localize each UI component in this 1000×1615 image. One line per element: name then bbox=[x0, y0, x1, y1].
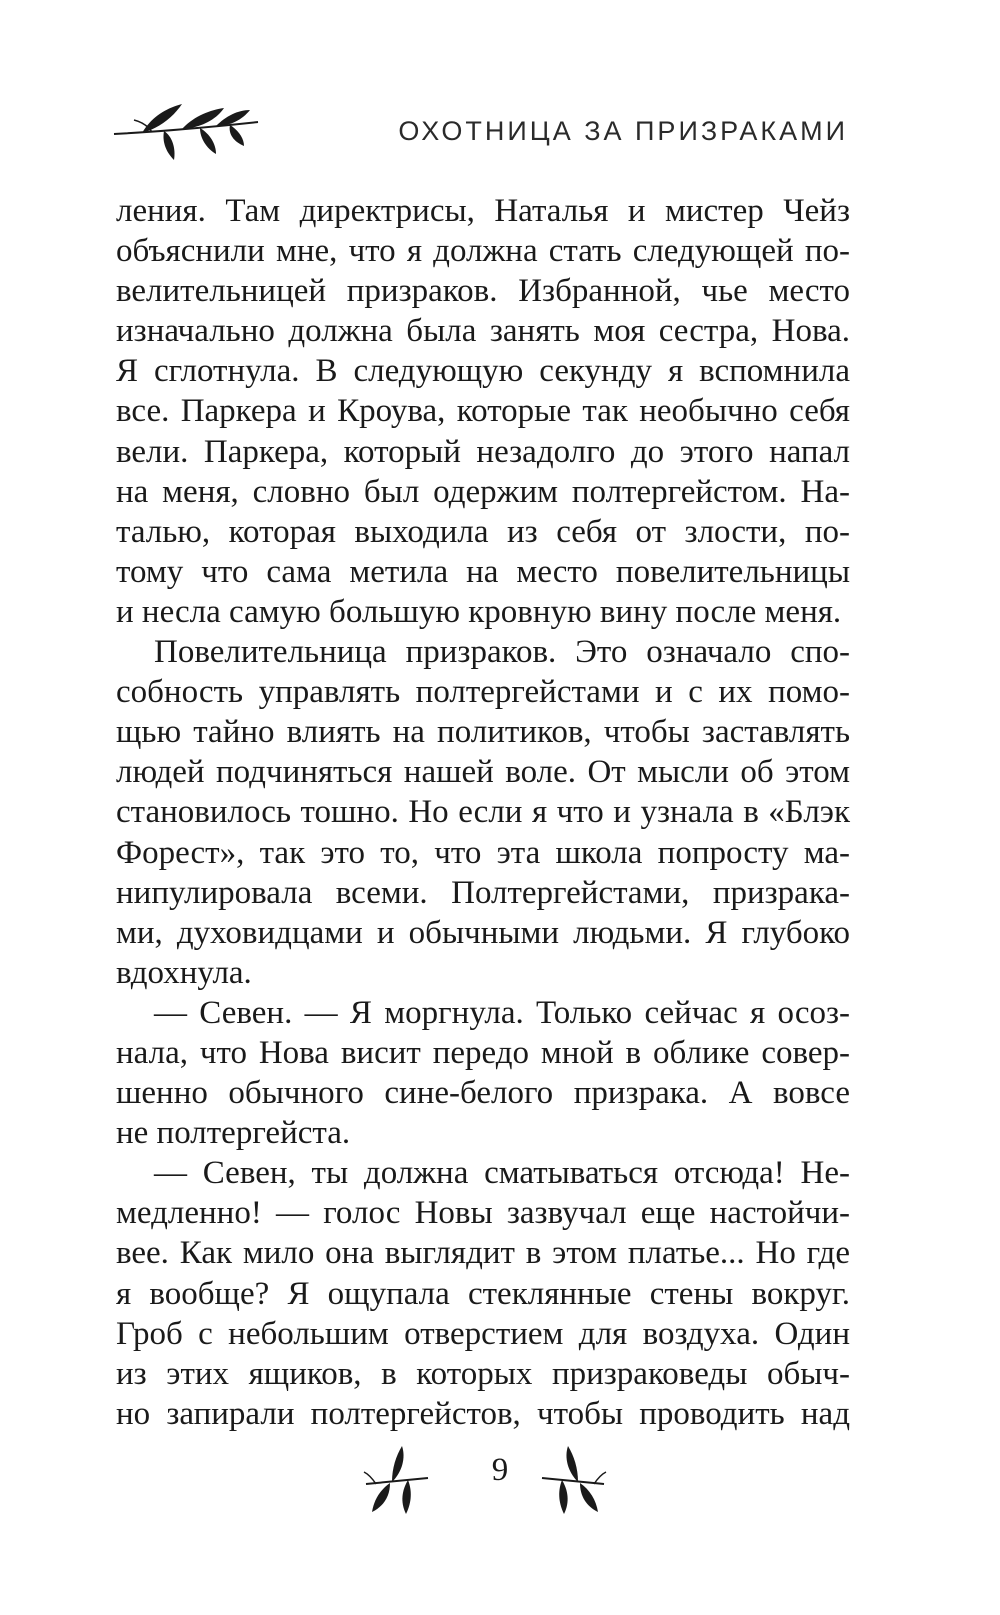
text-line: тому что сама метила на место повелительницы bbox=[116, 553, 850, 590]
book-title: ОХОТНИЦА ЗА ПРИЗРАКАМИ bbox=[398, 116, 848, 146]
text-line: шенно обычного сине-белого призрака. А вовсе bbox=[116, 1075, 850, 1112]
text-line: я вообще? Я ощупала стеклянные стены вокруг. bbox=[116, 1275, 850, 1312]
text-line: вдохнула. bbox=[116, 954, 252, 991]
page-number: 9 bbox=[491, 1452, 509, 1488]
leafy-branch-icon bbox=[112, 98, 262, 164]
text-line: медленно! — голос Новы зазвучал еще настойчи- bbox=[116, 1195, 850, 1232]
text-line: велительницей призраков. Избранной, чье место bbox=[116, 273, 850, 310]
text-line: все. Паркера и Кроува, которые так необычно себя bbox=[116, 393, 850, 430]
folio bbox=[0, 1440, 1000, 1520]
text-line: не полтергейста. bbox=[116, 1115, 351, 1152]
text-line: Повелительница призраков. Это означало спо- bbox=[154, 634, 850, 671]
leafy-branch-icon bbox=[538, 1440, 608, 1520]
text-line: — Севен. — Я моргнула. Только сейчас я осоз- bbox=[154, 994, 850, 1031]
text-line: вели. Паркера, который незадолго до этого напал bbox=[116, 433, 850, 470]
text-line: объяснили мне, что я должна стать следующей по- bbox=[116, 233, 850, 270]
text-line: Форест», так это то, что эта школа попросту ма- bbox=[116, 834, 850, 871]
text-line: людей подчиняться нашей воле. От мысли об этом bbox=[116, 754, 850, 791]
text-line: вее. Как мило она выглядит в этом платье... Но где bbox=[116, 1235, 850, 1272]
text-line: на меня, словно был одержим полтергейстом. На- bbox=[116, 473, 850, 510]
text-line: изначально должна была занять моя сестра, Нова. bbox=[116, 313, 850, 350]
text-line: становилось тошно. Но если я что и узнала в «Блэк bbox=[116, 794, 850, 831]
body-text bbox=[116, 191, 850, 1434]
text-line: и несла самую большую кровную вину после меня. bbox=[116, 593, 842, 630]
text-line: ми, духовидцами и обычными людьми. Я глубоко bbox=[116, 914, 850, 951]
text-line: нала, что Нова висит передо мной в облике совер- bbox=[116, 1034, 850, 1071]
text-line: Гроб с небольшим отверстием для воздуха. Один bbox=[116, 1315, 850, 1352]
text-line: щью тайно влиять на политиков, чтобы заставлять bbox=[116, 714, 850, 751]
text-line: но запирали полтергейстов, чтобы проводить над bbox=[116, 1395, 850, 1432]
text-line: из этих ящиков, в которых призраковеды обыч- bbox=[116, 1355, 850, 1392]
text-line: собность управлять полтергейстами и с их помо- bbox=[116, 674, 850, 711]
text-line: талью, которая выходила из себя от злости, по- bbox=[116, 513, 850, 550]
text-line: нипулировала всеми. Полтергейстами, призрака- bbox=[116, 874, 850, 911]
running-head bbox=[0, 0, 1000, 200]
text-line: — Севен, ты должна сматываться отсюда! Не- bbox=[154, 1155, 850, 1192]
text-line: Я сглотнула. В следующую секунду я вспомнила bbox=[116, 353, 850, 390]
text-line: ления. Там директрисы, Наталья и мистер Чейз bbox=[116, 193, 850, 229]
